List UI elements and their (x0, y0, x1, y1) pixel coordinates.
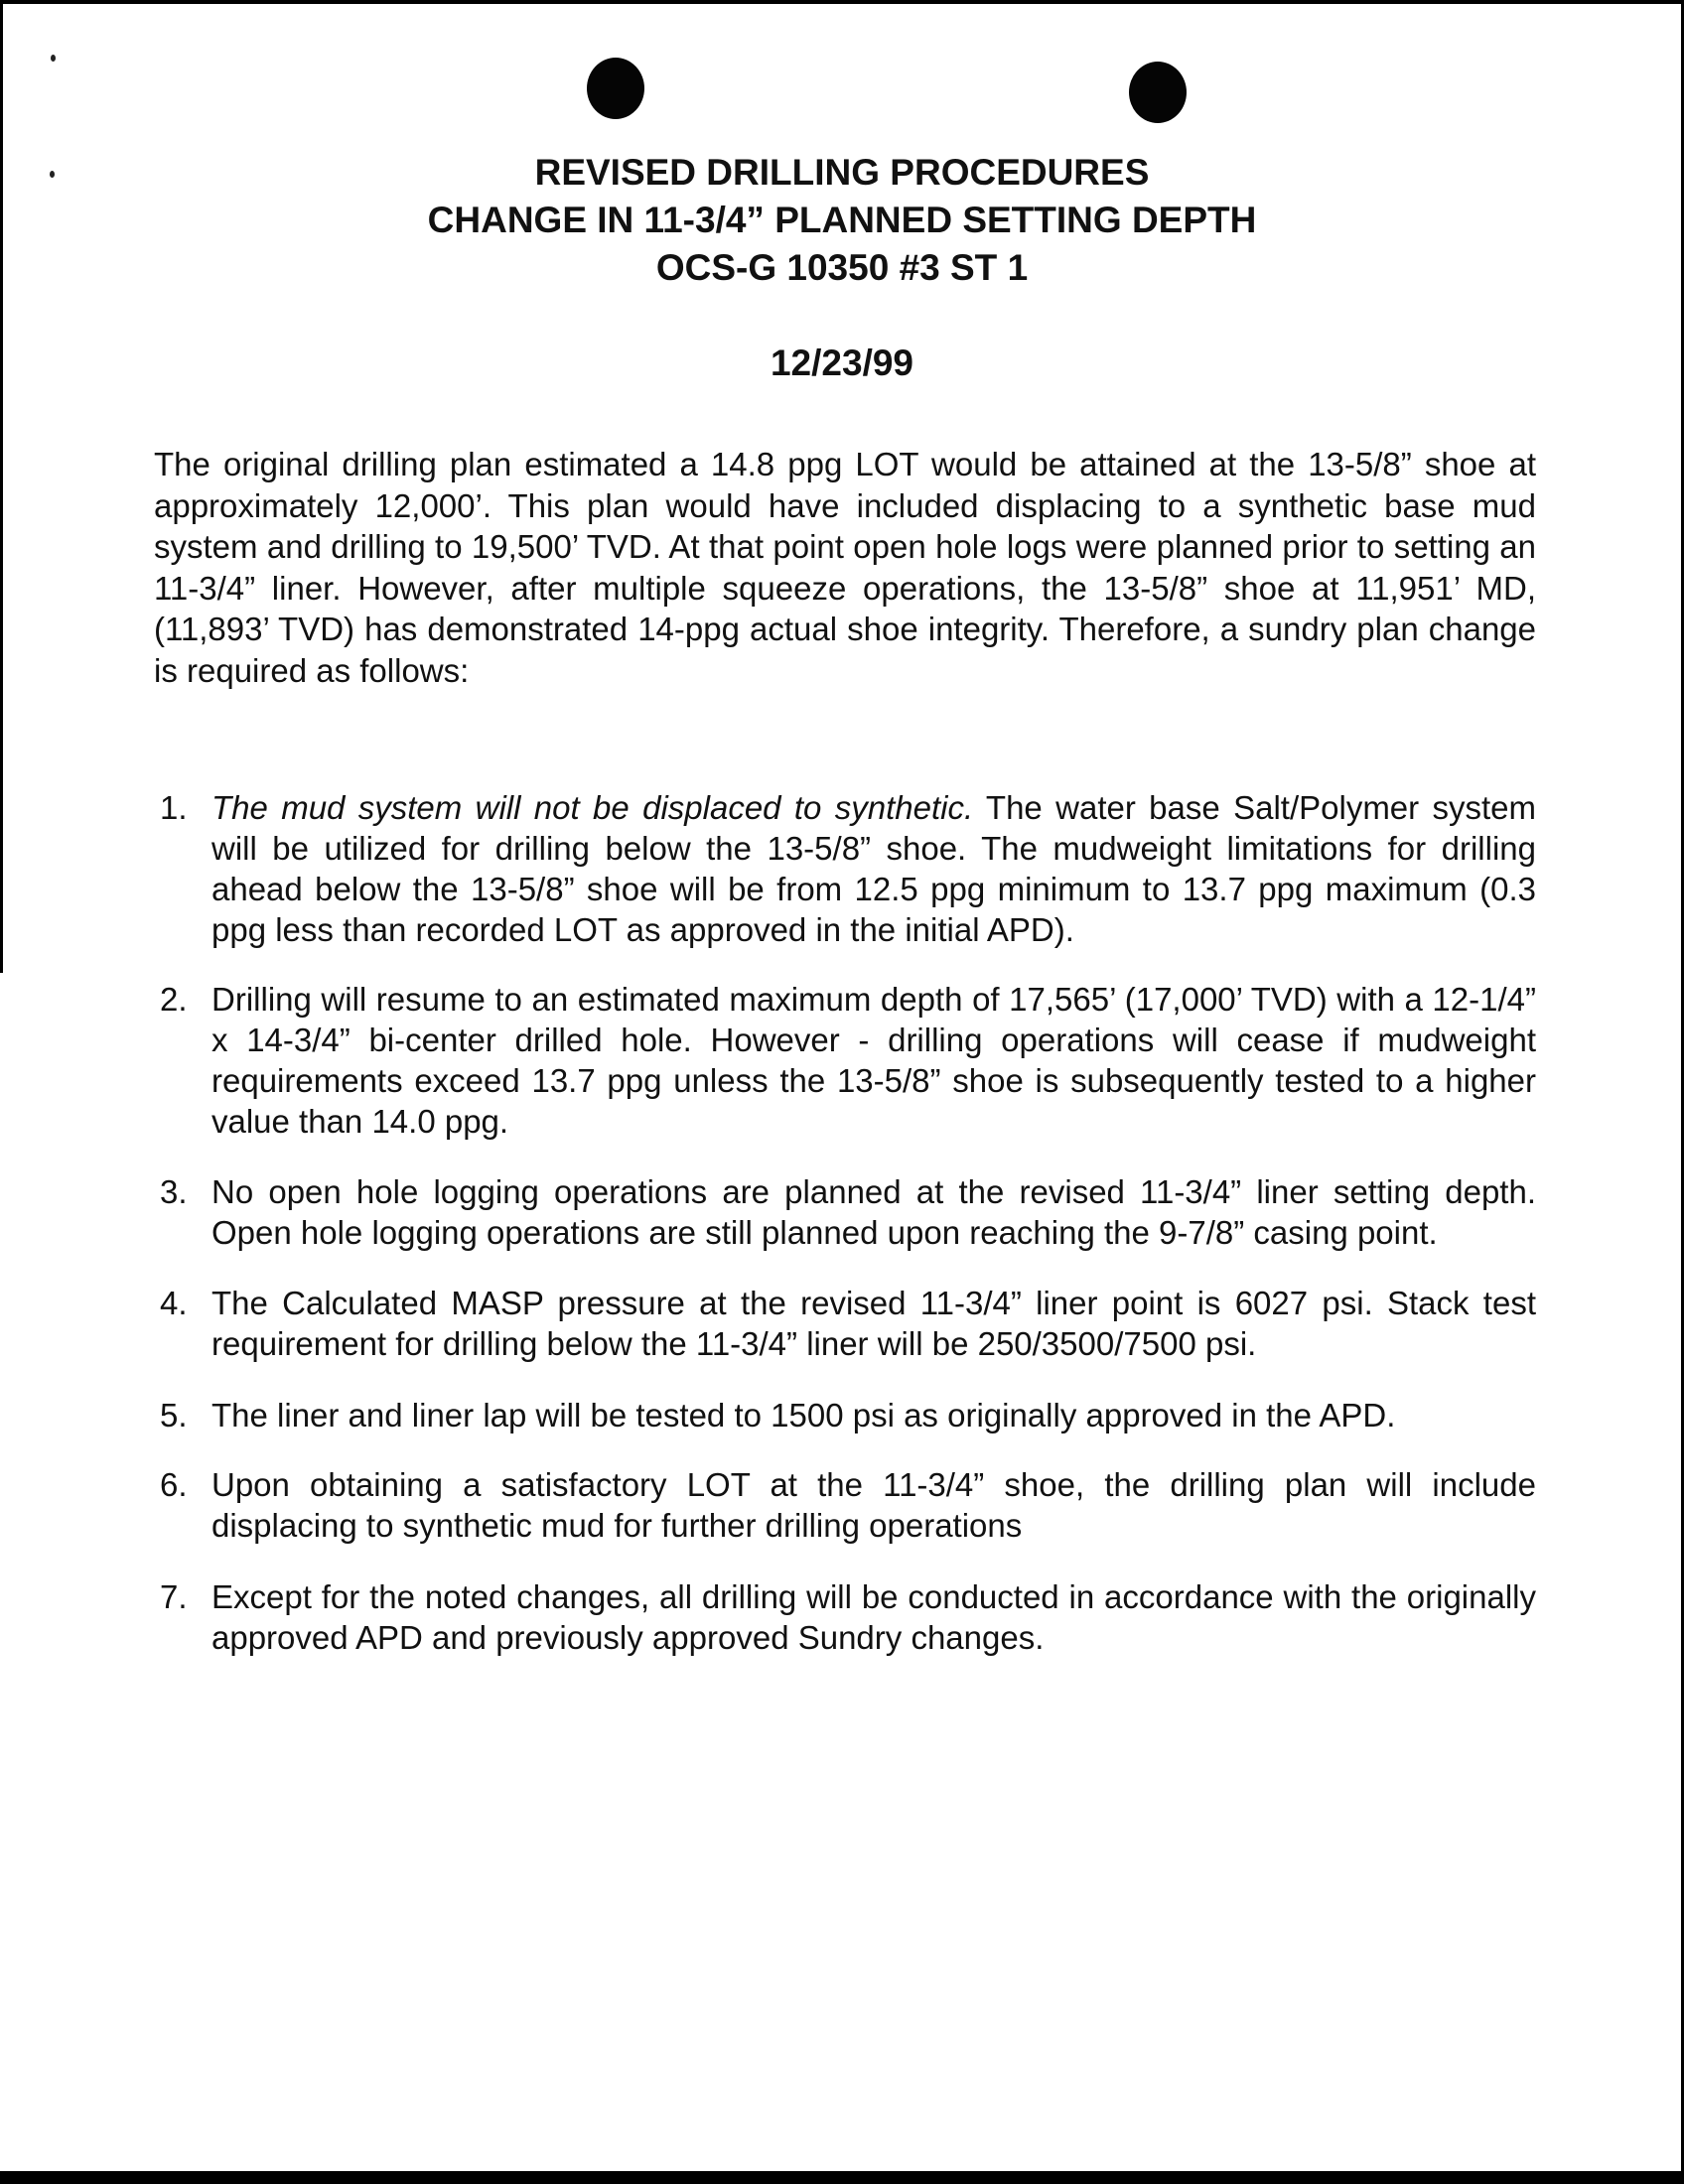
title-line-3: OCS-G 10350 #3 ST 1 (655, 247, 1029, 288)
item-emphasis: The mud system will not be displaced to synthetic. (211, 789, 974, 826)
item-number: 6. (160, 1466, 188, 1503)
item-number: 3. (160, 1173, 188, 1210)
document-date: 12/23/99 (770, 342, 914, 383)
title-line-2: CHANGE IN 11-3/4” PLANNED SETTING DEPTH (427, 200, 1257, 240)
scan-speck (51, 55, 56, 62)
list-item (154, 1395, 1536, 1435)
item-text: The water base Salt/Polymer system will be utilized for drilling below the 13-5/8” shoe. The mudweight limitations for drilling ahead below the 13-5/8” shoe will be from 12.5 ppg minimum to 13.7 ppg maximum (0.3 ppg less than recorded LOT as approved in the initial APD). (211, 789, 1537, 948)
intro-paragraph: The original drilling plan estimated a 14.8 ppg LOT would be attained at the 13-5/8” shoe at approximately 12,000’. This plan would have included displacing to a synthetic base mud system and drilling to 19,500’ TVD. At that point open hole logs were planned prior to setting an 11-3/4” liner. However, after multiple squeeze operations, the 13-5/8” shoe at 11,951’ MD, (11,893’ TVD) has demonstrated 14-ppg actual shoe integrity. Therefore, a sundry plan change is required as follows: (154, 446, 1536, 689)
list-item (154, 1283, 1536, 1364)
scan-border-top (0, 0, 1684, 4)
procedure-list (154, 787, 1536, 1658)
document-title (0, 149, 1684, 292)
item-number: 1. (160, 789, 188, 826)
item-text: Upon obtaining a satisfactory LOT at the 11-3/4” shoe, the drilling plan will include displacing to synthetic mud for further drilling operations (211, 1466, 1536, 1544)
punch-hole-right (1129, 62, 1187, 123)
item-text: The Calculated MASP pressure at the revised 11-3/4” liner point is 6027 psi. Stack test requirement for drilling below the 11-3/4” liner will be 250/3500/7500 psi. (211, 1285, 1536, 1362)
scan-border-left (0, 0, 3, 973)
scan-border-bottom (0, 2171, 1684, 2184)
list-item (154, 1171, 1536, 1253)
item-text: Drilling will resume to an estimated maximum depth of 17,565’ (17,000’ TVD) with a 12-1/4” x 14-3/4” bi-center drilled hole. However - drilling operations will cease if mudweight requirements exceed 13.7 ppg unless the 13-5/8” shoe is subsequently tested to a higher value than 14.0 ppg. (211, 981, 1536, 1140)
list-item (154, 1576, 1536, 1658)
item-text: The liner and liner lap will be tested to 1500 psi as originally approved in the APD. (211, 1397, 1396, 1433)
item-number: 2. (160, 981, 188, 1018)
title-line-1: REVISED DRILLING PROCEDURES (534, 152, 1150, 193)
item-text: Except for the noted changes, all drilling will be conducted in accordance with the originally approved APD and previously approved Sundry changes. (211, 1578, 1536, 1656)
item-text: No open hole logging operations are planned at the revised 11-3/4” liner setting depth. Open hole logging operations are still planned upon reaching the 9-7/8” casing point. (211, 1173, 1536, 1251)
punch-hole-left (587, 58, 644, 119)
list-item (154, 979, 1536, 1142)
item-number: 7. (160, 1578, 188, 1615)
item-number: 5. (160, 1397, 188, 1433)
list-item (154, 787, 1536, 950)
item-number: 4. (160, 1285, 188, 1321)
list-item (154, 1464, 1536, 1546)
